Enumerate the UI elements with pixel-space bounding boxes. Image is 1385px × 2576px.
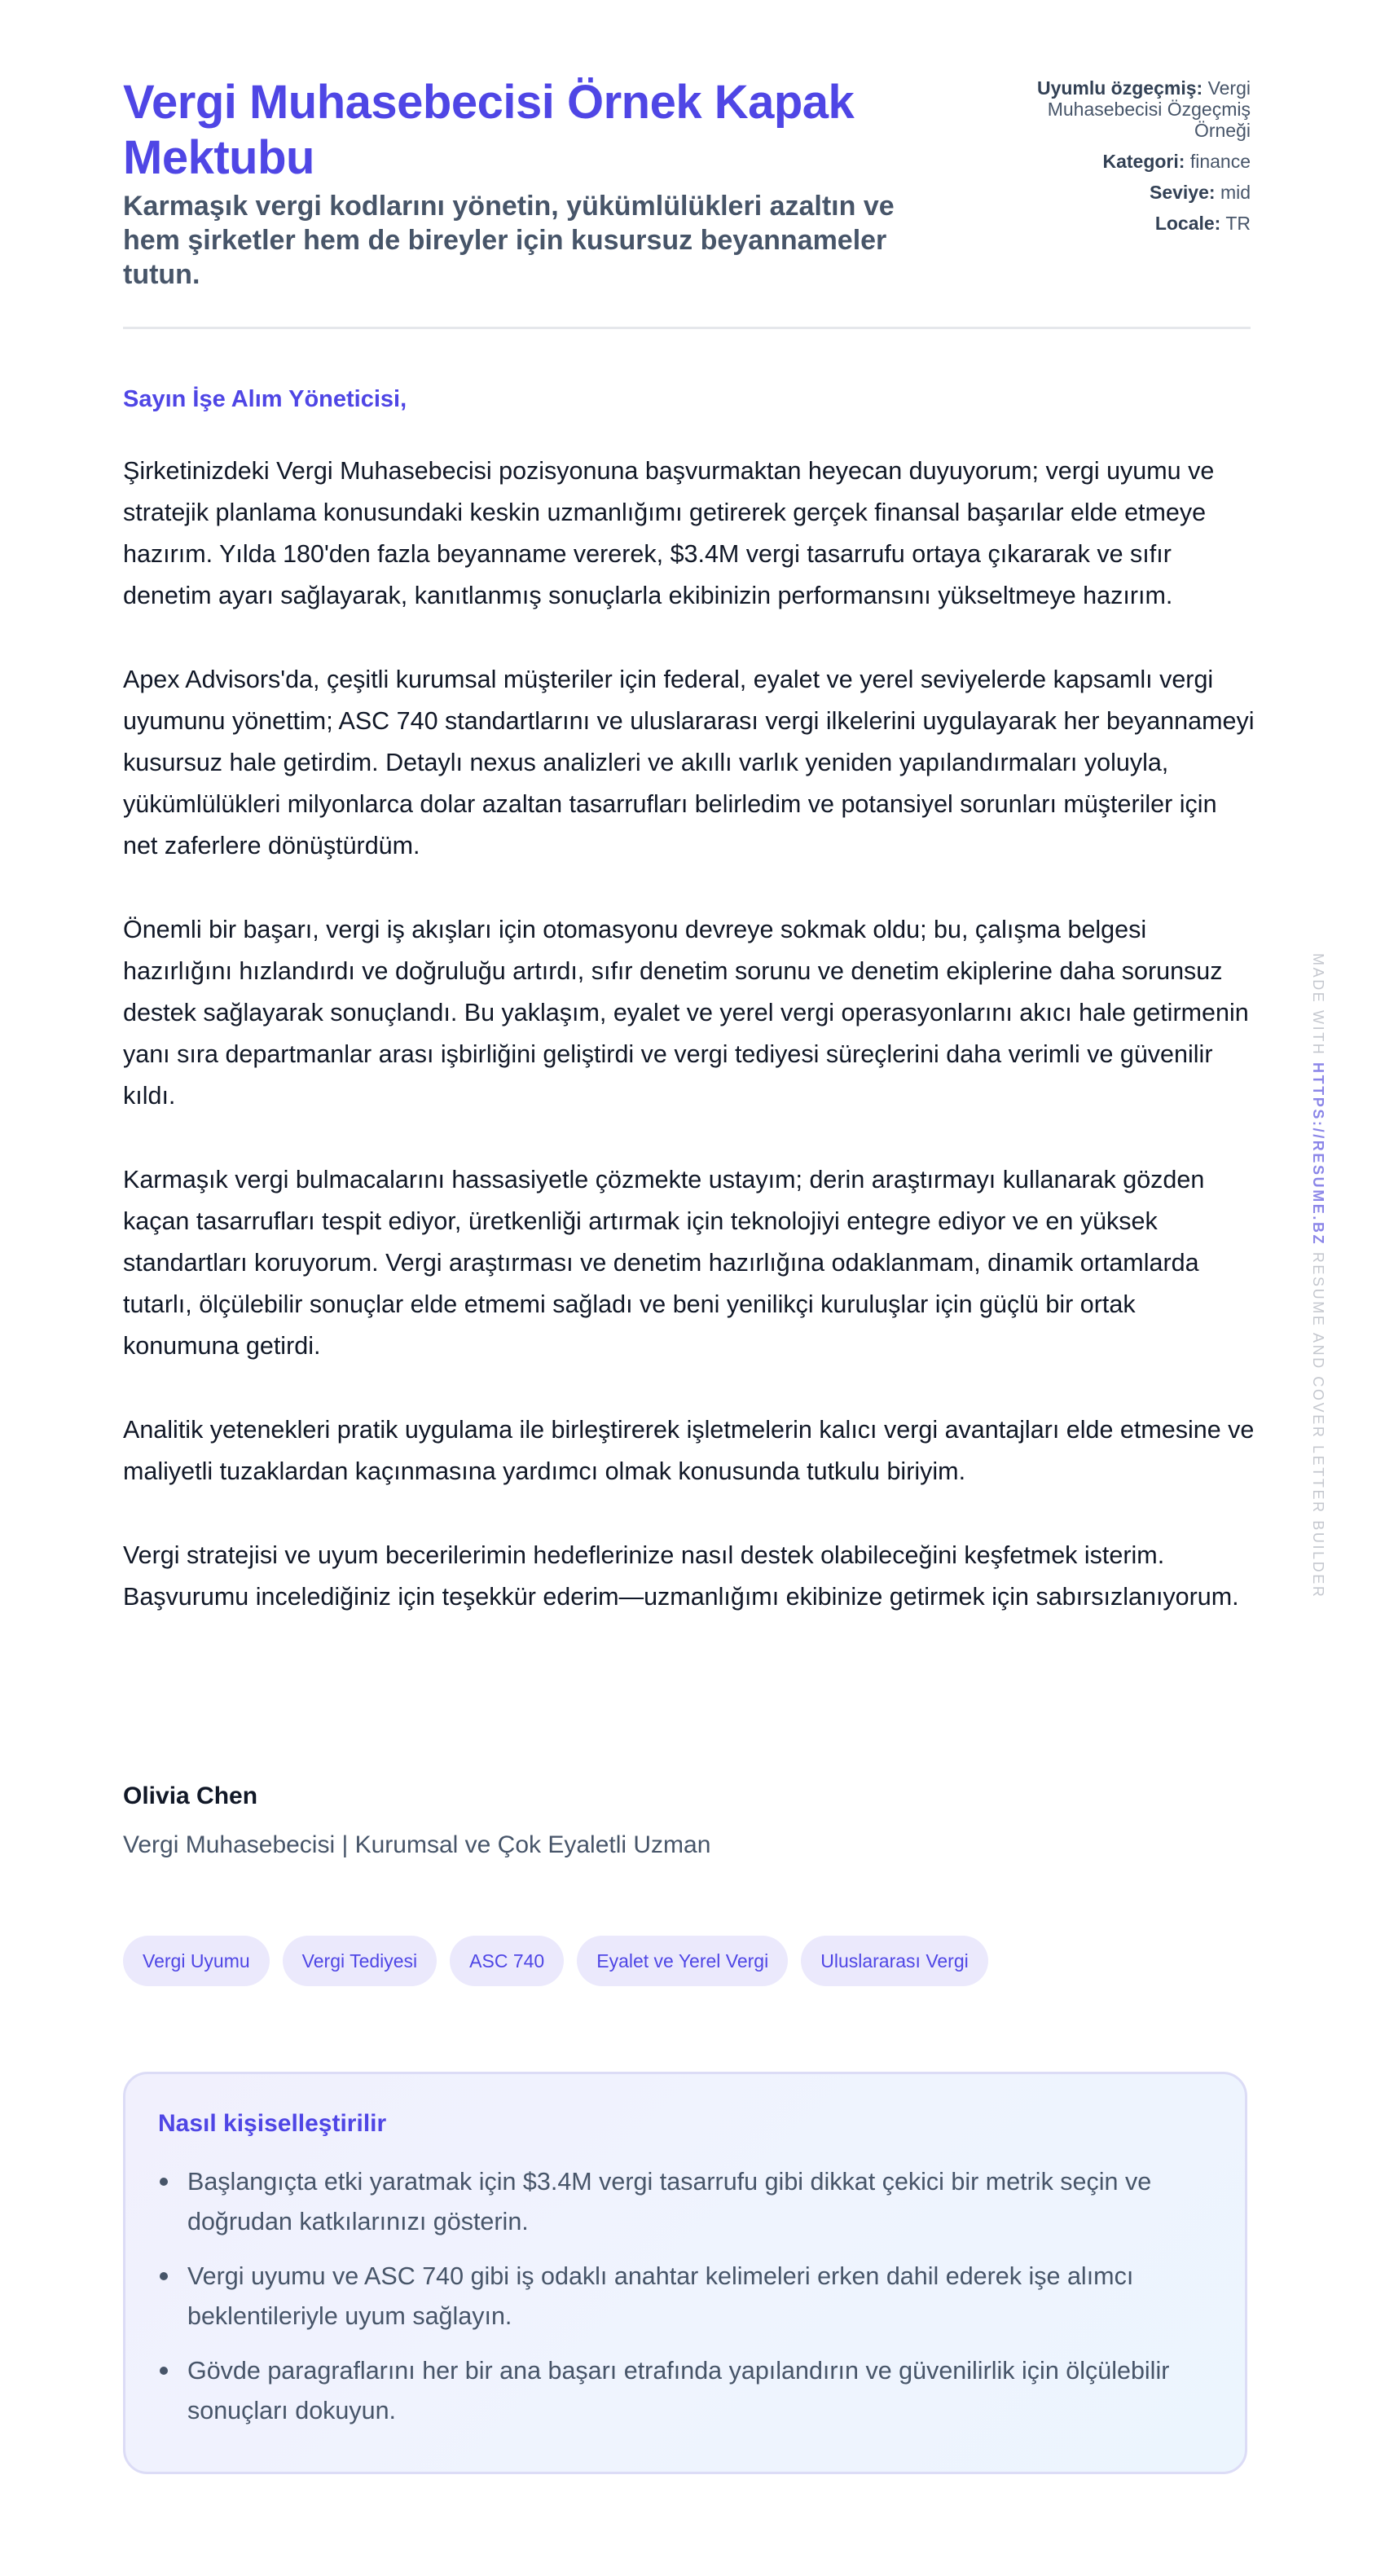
meta-resume-value: Vergi Muhasebecisi Özgeçmiş Örneği [1047, 77, 1251, 141]
skill-tag: Vergi Tediyesi [283, 1936, 437, 1986]
skill-tag: Vergi Uyumu [123, 1936, 270, 1986]
letter-body [123, 451, 1255, 1660]
signature-name: Olivia Chen [123, 1783, 258, 1809]
meta-level-value: mid [1220, 182, 1251, 203]
made-with-watermark [1302, 953, 1326, 1621]
letter-paragraph: Apex Advisors'da, çeşitli kurumsal müşteriler için federal, eyalet ve yerel seviyelerde kapsamlı vergi uyumunu yönettim; ASC 740 standartlarını ve uluslararası vergi ilkelerini uygulayarak her beyannameyi kusursuz hale getirdim. Detaylı nexus analizleri ve akıllı varlık yeniden yapılandırmaları yoluyla, yükümlülükleri milyonlarca dolar azaltan tasarrufları belirledim ve potansiyel sorunları müşteriler için net zaferlere dönüştürdüm. [123, 666, 1255, 859]
meta-level-label: Seviye: [1149, 182, 1216, 203]
meta-locale-label: Locale: [1154, 213, 1221, 234]
header-divider [123, 327, 1251, 329]
tips-title: Nasıl kişiselleştirilir [158, 2110, 387, 2137]
watermark-suffix: RESUME AND COVER LETTER BUILDER [1310, 1251, 1326, 1599]
signature-title: Vergi Muhasebecisi | Kurumsal ve Çok Eyaletli Uzman [123, 1831, 711, 1858]
page-title: Vergi Muhasebecisi Örnek Kapak Mektubu [123, 76, 855, 184]
page-subtitle: Karmaşık vergi kodlarını yönetin, yükümlülükleri azaltın ve hem şirketler hem de bireyler için kusursuz beyannameler tutun. [123, 191, 895, 290]
watermark-prefix: MADE WITH [1310, 953, 1326, 1057]
letter-paragraph: Vergi stratejisi ve uyum becerilerimin hedeflerinize nasıl destek olabileceğini keşfetmek isterim. Başvurumu incelediğiniz için teşekkür ederim—uzmanlığımı ekibinize getirmek için sabırsızlanıyorum. [123, 1541, 1239, 1611]
letter-paragraph: Şirketinizdeki Vergi Muhasebecisi pozisyonuna başvurmaktan heyecan duyuyorum; vergi uyumu ve stratejik planlama konusundaki keskin uzmanlığımı getirerek gerçek finansal başarılar elde etmeye hazırım. Yılda 180'den fazla beyanname vererek, $3.4M vergi tasarrufu ortaya çıkararak ve sıfır denetim ayarı sağlayarak, kanıtlanmış sonuçlarla ekibinizin performansını yükseltmeye hazırım. [123, 457, 1215, 609]
skill-tag: Eyalet ve Yerel Vergi [577, 1936, 788, 1986]
meta-category-value: finance [1189, 151, 1251, 172]
meta-compatible-resume [998, 77, 1251, 141]
bullet-icon [160, 2272, 168, 2280]
customization-tips [123, 2072, 1247, 2474]
letter-paragraph: Karmaşık vergi bulmacalarını hassasiyetle çözmekte ustayım; derin araştırmayı kullanarak gözden kaçan tasarrufları tespit ediyor, üretkenliği artırmak için teknolojiyi entegre ediyor ve en yüksek standartları koruyorum. Vergi araştırması ve denetim hazırlığına odaklanmam, dinamik ortamlarda tutarlı, ölçülebilir sonuçlar elde etmemi sağladı ve beni yenilikçi kuruluşlar için güçlü bir ortak konumuna getirdi. [123, 1166, 1205, 1360]
watermark-link[interactable]: HTTPS://RESUME.BZ [1310, 1062, 1326, 1246]
tips-item-text: Vergi uyumu ve ASC 740 gibi iş odaklı anahtar kelimeleri erken dahil ederek işe alımcı beklentileriyle uyum sağlayın. [187, 2262, 1134, 2330]
skill-tag: Uluslararası Vergi [801, 1936, 988, 1986]
tips-item [158, 2162, 1212, 2242]
skill-tag: ASC 740 [450, 1936, 564, 1986]
signature-block [123, 1780, 710, 1862]
tips-item [158, 2351, 1212, 2431]
meta-level [998, 182, 1251, 203]
meta-category-label: Kategori: [1102, 151, 1185, 172]
meta-locale [998, 213, 1251, 234]
meta-panel [998, 77, 1251, 244]
tips-list [158, 2162, 1212, 2431]
meta-resume-label: Uyumlu özgeçmiş: [1036, 77, 1203, 99]
skill-tags [123, 1936, 988, 1986]
letter-paragraph: Önemli bir başarı, vergi iş akışları için otomasyonu devreye sokmak oldu; bu, çalışma belgesi hazırlığını hızlandırdı ve doğruluğu artırdı, sıfır denetim sorunu ve denetim ekiplerine daha sorunsuz destek sağlayarak sonuçlandı. Bu yaklaşım, eyalet ve yerel vergi operasyonlarını akıcı hale getirmenin yanı sıra departmanlar arası işbirliğini geliştirdi ve vergi tediyesi süreçlerini daha verimli ve güvenilir kıldı. [123, 916, 1249, 1110]
meta-category [998, 151, 1251, 172]
letter-greeting: Sayın İşe Alım Yöneticisi, [123, 386, 407, 412]
tips-item [158, 2257, 1212, 2336]
page-header [123, 0, 1251, 327]
bullet-icon [160, 2367, 168, 2375]
letter-paragraph: Analitik yetenekleri pratik uygulama ile birleştirerek işletmelerin kalıcı vergi avantajları elde etmesine ve maliyetli tuzaklardan kaçınmasına yardımcı olmak konusunda tutkulu biriyim. [123, 1416, 1255, 1485]
cover-letter-page [123, 0, 1255, 2424]
tips-item-text: Başlangıçta etki yaratmak için $3.4M vergi tasarrufu gibi dikkat çekici bir metrik seçin ve doğrudan katkılarınızı gösterin. [187, 2168, 1152, 2235]
meta-locale-value: TR [1225, 213, 1251, 234]
tips-item-text: Gövde paragraflarını her bir ana başarı etrafında yapılandırın ve güvenilirlik için ölçülebilir sonuçları dokuyun. [187, 2357, 1170, 2424]
bullet-icon [160, 2178, 168, 2186]
